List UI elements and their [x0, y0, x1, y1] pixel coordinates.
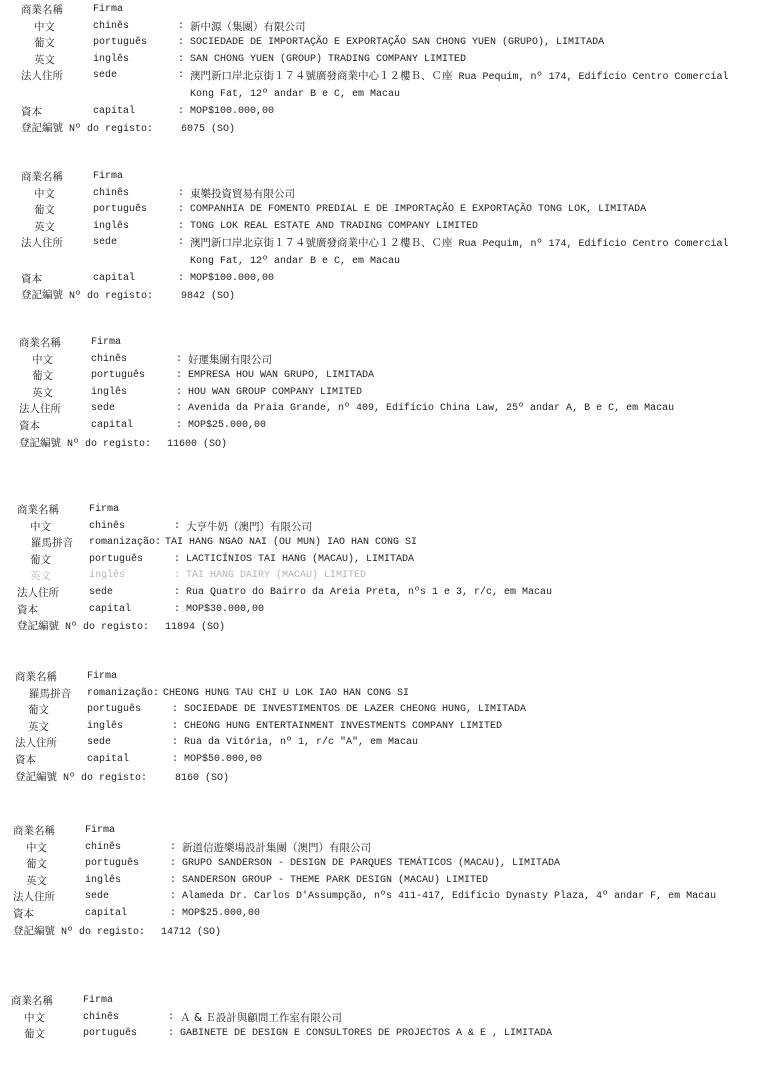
firma-row	[19, 335, 749, 352]
firma-label-zh: 商業名稱	[11, 995, 53, 1007]
portugues-label-zh: 葡文	[34, 37, 55, 50]
chines-row	[21, 19, 751, 36]
portugues-value: GABINETE DE DESIGN E CONSULTORES DE PROJECTOS A & E , LIMITADA	[180, 1028, 553, 1040]
romanizacao-label-zh: 羅馬拼音	[31, 537, 73, 550]
registo-label-pt: Nº do registo:	[61, 926, 146, 938]
chines-value: 大亨牛奶（澳門）有限公司	[186, 520, 312, 533]
portugues-value: EMPRESA HOU WAN GRUPO, LIMITADA	[188, 370, 375, 382]
firma-label-zh: 商業名稱	[21, 4, 63, 16]
portugues-row	[19, 368, 749, 385]
capital-row	[21, 104, 751, 121]
registo-label-zh: 登記編號	[21, 289, 63, 302]
ingles-value: SANDERSON GROUP - THEME PARK DESIGN (MACAU) LIMITED	[182, 874, 489, 886]
capital-row	[19, 418, 749, 435]
separator: :	[168, 1011, 175, 1023]
capital-label-zh: 資本	[17, 603, 38, 616]
sede-label-zh: 法人住所	[15, 737, 57, 750]
firma-label-pt: Firma	[85, 825, 116, 836]
separator: :	[172, 753, 179, 765]
registry-entry	[19, 335, 749, 453]
registo-label-pt: Nº do registo:	[69, 291, 154, 303]
sede-label-zh: 法人住所	[21, 237, 63, 250]
capital-row	[21, 271, 751, 288]
ingles-label-zh: 英文	[30, 570, 51, 583]
sede-row	[19, 401, 749, 418]
portugues-label-pt: português	[85, 858, 140, 870]
separator: :	[176, 419, 183, 431]
capital-label-pt: capital	[89, 603, 132, 615]
registo-value: 11894 (SO)	[165, 622, 226, 634]
portugues-label-pt: português	[91, 370, 146, 382]
firma-row	[11, 993, 741, 1010]
portugues-row	[21, 202, 751, 219]
separator: :	[172, 704, 179, 716]
capital-row	[13, 906, 743, 923]
separator: :	[178, 272, 185, 284]
registry-entry	[21, 2, 751, 139]
romanizacao-label-zh: 羅馬拼音	[29, 687, 71, 700]
chines-value: 新中源（集團）有限公司	[190, 20, 306, 33]
sede-row	[21, 68, 751, 103]
chines-value: 好運集團有限公司	[188, 353, 272, 366]
separator: :	[174, 570, 181, 582]
separator: :	[178, 37, 185, 49]
sede-value: Rua Quatro do Bairro da Areia Preta, nºs 1 e 3, r/c, em Macau	[186, 586, 553, 598]
ingles-row	[17, 568, 747, 585]
registo-row	[21, 287, 751, 306]
sede-row	[21, 235, 751, 270]
registo-value: 11600 (SO)	[167, 438, 228, 450]
ingles-label-zh: 英文	[28, 720, 49, 733]
registo-value: 14712 (SO)	[161, 926, 222, 938]
registry-entry	[15, 669, 745, 787]
portugues-label-pt: português	[93, 37, 148, 49]
sede-value-pt: Rua Pequim, nº 174, Edifício Centro Comercial Kong Fat, 12º andar B e C, em Macau	[190, 239, 729, 267]
sede-value	[190, 235, 745, 270]
capital-label-pt: capital	[93, 105, 136, 117]
firma-label-zh: 商業名稱	[13, 825, 55, 837]
ingles-value: SAN CHONG YUEN (GROUP) TRADING COMPANY LIMITED	[190, 53, 467, 65]
firma-label-pt: Firma	[83, 995, 114, 1006]
registo-label-zh: 登記編號	[13, 924, 55, 937]
firma-label-zh: 商業名稱	[19, 337, 61, 349]
firma-label-pt: Firma	[91, 337, 122, 348]
separator: :	[178, 20, 185, 32]
capital-value: MOP$25.000,00	[182, 907, 261, 919]
ingles-value: HOU WAN GROUP COMPANY LIMITED	[188, 386, 363, 398]
ingles-label-pt: inglês	[89, 570, 126, 582]
ingles-value: TAI HANG DAIRY (MACAU) LIMITED	[186, 570, 367, 582]
ingles-label-zh: 英文	[26, 874, 47, 887]
firma-row	[21, 169, 751, 186]
chines-label-zh: 中文	[34, 187, 55, 200]
portugues-label-pt: português	[93, 204, 148, 216]
chines-row	[11, 1010, 741, 1027]
firma-label-pt: Firma	[93, 171, 124, 182]
portugues-label-zh: 葡文	[30, 553, 51, 566]
capital-label-pt: capital	[91, 419, 134, 431]
chines-label-pt: chinês	[83, 1011, 120, 1023]
registo-label-zh: 登記編號	[19, 436, 61, 449]
registry-entry	[21, 169, 751, 306]
sede-row	[13, 889, 743, 906]
sede-label-pt: sede	[93, 237, 118, 249]
ingles-value: CHEONG HUNG ENTERTAINMENT INVESTMENTS COMPANY LIMITED	[184, 720, 503, 732]
separator: :	[174, 520, 181, 532]
separator: :	[176, 353, 183, 365]
ingles-row	[15, 719, 745, 736]
romanizacao-value: TAI HANG NGAO NAI (OU MUN) IAO HAN CONG SI	[165, 537, 418, 549]
chines-label-zh: 中文	[34, 20, 55, 33]
chines-label-pt: chinês	[93, 187, 130, 199]
separator: :	[178, 204, 185, 216]
registo-row	[15, 769, 745, 788]
registo-row	[21, 120, 751, 139]
capital-row	[15, 752, 745, 769]
capital-value: MOP$30.000,00	[186, 603, 265, 615]
registo-value: 8160 (SO)	[175, 772, 230, 784]
capital-row	[17, 602, 747, 619]
portugues-label-zh: 葡文	[26, 858, 47, 871]
ingles-value: TONG LOK REAL ESTATE AND TRADING COMPANY LIMITED	[190, 220, 479, 232]
ingles-label-zh: 英文	[34, 53, 55, 66]
sede-label-pt: sede	[87, 737, 112, 749]
portugues-row	[11, 1026, 741, 1043]
separator: :	[174, 553, 181, 565]
portugues-value: LACTICÍNIOS TAI HANG (MACAU), LIMITADA	[186, 553, 415, 565]
portugues-label-zh: 葡文	[24, 1028, 45, 1041]
sede-row	[17, 585, 747, 602]
portugues-label-zh: 葡文	[28, 704, 49, 717]
separator: :	[176, 370, 183, 382]
portugues-label-pt: português	[89, 553, 144, 565]
ingles-row	[13, 873, 743, 890]
separator: :	[174, 603, 181, 615]
sede-value-zh: 澳門新口岸北京街１７４號廣發商業中心１２樓Ｂ、Ｃ座	[190, 70, 453, 83]
firma-row	[15, 669, 745, 686]
separator: :	[178, 187, 185, 199]
sede-label-pt: sede	[93, 70, 118, 82]
capital-value: MOP$50.000,00	[184, 753, 263, 765]
registry-entry	[17, 502, 747, 637]
separator: :	[170, 907, 177, 919]
separator: :	[176, 403, 183, 415]
registo-label-zh: 登記編號	[15, 770, 57, 783]
sede-value: Alameda Dr. Carlos D'Assumpção, nºs 411-417, Edifício Dynasty Plaza, 4º andar F, em Macau	[182, 891, 717, 903]
registo-label-pt: Nº do registo:	[69, 124, 154, 136]
registo-label-pt: Nº do registo:	[65, 622, 150, 634]
chines-label-zh: 中文	[32, 353, 53, 366]
chines-value: 東樂投資貿易有限公司	[190, 187, 295, 200]
chines-value: 新道信遊樂場設計集團（澳門）有限公司	[182, 841, 371, 854]
portugues-label-pt: português	[87, 704, 142, 716]
chines-label-zh: 中文	[24, 1011, 45, 1024]
firma-label-pt: Firma	[87, 671, 118, 682]
portugues-row	[17, 552, 747, 569]
chines-row	[13, 840, 743, 857]
registo-row	[19, 435, 749, 454]
ingles-row	[19, 385, 749, 402]
sede-value: Rua da Vitória, nº 1, r/c "A", em Macau	[184, 737, 419, 749]
capital-label-zh: 資本	[19, 419, 40, 432]
firma-label-pt: Firma	[93, 4, 124, 15]
ingles-label-zh: 英文	[34, 220, 55, 233]
chines-label-pt: chinês	[89, 520, 126, 532]
registo-label-pt: Nº do registo:	[63, 772, 148, 784]
portugues-value: GRUPO SANDERSON - DESIGN DE PARQUES TEMÁTICOS (MACAU), LIMITADA	[182, 858, 561, 870]
romanizacao-label-pt: romanização:	[89, 537, 162, 549]
chines-row	[17, 519, 747, 536]
separator: :	[172, 720, 179, 732]
chines-label-pt: chinês	[93, 20, 130, 32]
sede-label-pt: sede	[85, 891, 110, 903]
sede-label-zh: 法人住所	[13, 891, 55, 904]
capital-label-pt: capital	[85, 907, 128, 919]
sede-value	[190, 68, 745, 103]
registo-value: 9842 (SO)	[181, 291, 236, 303]
sede-value-pt: Rua Pequim, nº 174, Edifício Centro Comercial Kong Fat, 12º andar B e C, em Macau	[190, 72, 729, 100]
capital-label-zh: 資本	[13, 907, 34, 920]
separator: :	[178, 237, 185, 249]
separator: :	[170, 841, 177, 853]
separator: :	[170, 858, 177, 870]
registo-label-zh: 登記編號	[21, 122, 63, 135]
chines-label-zh: 中文	[26, 841, 47, 854]
sede-label-zh: 法人住所	[17, 586, 59, 599]
sede-value-zh: 澳門新口岸北京街１７４號廣發商業中心１２樓Ｂ、Ｃ座	[190, 237, 453, 250]
portugues-value: SOCIEDADE DE INVESTIMENTOS DE LAZER CHEONG HUNG, LIMITADA	[184, 704, 527, 716]
capital-label-zh: 資本	[21, 105, 42, 118]
separator: :	[178, 70, 185, 82]
registo-label-pt: Nº do registo:	[67, 438, 152, 450]
separator: :	[174, 586, 181, 598]
capital-value: MOP$25.000,00	[188, 419, 267, 431]
sede-value: Avenida da Praia Grande, nº 409, Edifício China Law, 25º andar A, B e C, em Macau	[188, 403, 675, 415]
ingles-row	[21, 219, 751, 236]
sede-label-pt: sede	[89, 586, 114, 598]
portugues-row	[21, 35, 751, 52]
chines-row	[21, 186, 751, 203]
capital-value: MOP$100.000,00	[190, 105, 275, 117]
registry-entry	[11, 993, 741, 1043]
sede-label-zh: 法人住所	[21, 70, 63, 83]
registry-entry	[13, 823, 743, 941]
firma-label-pt: Firma	[89, 504, 120, 515]
portugues-value: SOCIEDADE DE IMPORTAÇÃO E EXPORTAÇÃO SAN CHONG YUEN (GRUPO), LIMITADA	[190, 37, 605, 49]
sede-label-zh: 法人住所	[19, 403, 61, 416]
separator: :	[172, 737, 179, 749]
portugues-label-pt: português	[83, 1028, 138, 1040]
registo-row	[17, 618, 747, 637]
ingles-row	[21, 52, 751, 69]
romanizacao-row	[17, 535, 747, 552]
chines-label-pt: chinês	[91, 353, 128, 365]
capital-label-pt: capital	[87, 753, 130, 765]
chines-label-pt: chinês	[85, 841, 122, 853]
sede-label-pt: sede	[91, 403, 116, 415]
firma-row	[13, 823, 743, 840]
firma-label-zh: 商業名稱	[15, 671, 57, 683]
portugues-value: COMPANHIA DE FOMENTO PREDIAL E DE IMPORTAÇÃO E EXPORTAÇÃO TONG LOK, LIMITADA	[190, 204, 647, 216]
capital-value: MOP$100.000,00	[190, 272, 275, 284]
portugues-label-zh: 葡文	[34, 204, 55, 217]
separator: :	[178, 105, 185, 117]
capital-label-zh: 資本	[15, 753, 36, 766]
romanizacao-value: CHEONG HUNG TAU CHI U LOK IAO HAN CONG SI	[163, 687, 410, 699]
romanizacao-label-pt: romanização:	[87, 687, 160, 699]
firma-label-zh: 商業名稱	[17, 504, 59, 516]
separator: :	[168, 1028, 175, 1040]
ingles-label-zh: 英文	[32, 386, 53, 399]
firma-row	[21, 2, 751, 19]
chines-label-zh: 中文	[30, 520, 51, 533]
portugues-label-zh: 葡文	[32, 370, 53, 383]
chines-value: Ａ & Ｅ設計與顧問工作室有限公司	[180, 1011, 342, 1024]
ingles-label-pt: inglês	[93, 53, 130, 65]
registo-value: 6075 (SO)	[181, 124, 236, 136]
portugues-row	[13, 856, 743, 873]
ingles-label-pt: inglês	[85, 874, 122, 886]
capital-label-zh: 資本	[21, 272, 42, 285]
firma-row	[17, 502, 747, 519]
separator: :	[178, 220, 185, 232]
capital-label-pt: capital	[93, 272, 136, 284]
ingles-label-pt: inglês	[87, 720, 124, 732]
separator: :	[170, 874, 177, 886]
portugues-row	[15, 702, 745, 719]
firma-label-zh: 商業名稱	[21, 171, 63, 183]
sede-row	[15, 735, 745, 752]
registo-row	[13, 923, 743, 942]
ingles-label-pt: inglês	[93, 220, 130, 232]
separator: :	[178, 53, 185, 65]
chines-row	[19, 352, 749, 369]
separator: :	[176, 386, 183, 398]
ingles-label-pt: inglês	[91, 386, 128, 398]
separator: :	[170, 891, 177, 903]
romanizacao-row	[15, 686, 745, 703]
registo-label-zh: 登記編號	[17, 620, 59, 633]
